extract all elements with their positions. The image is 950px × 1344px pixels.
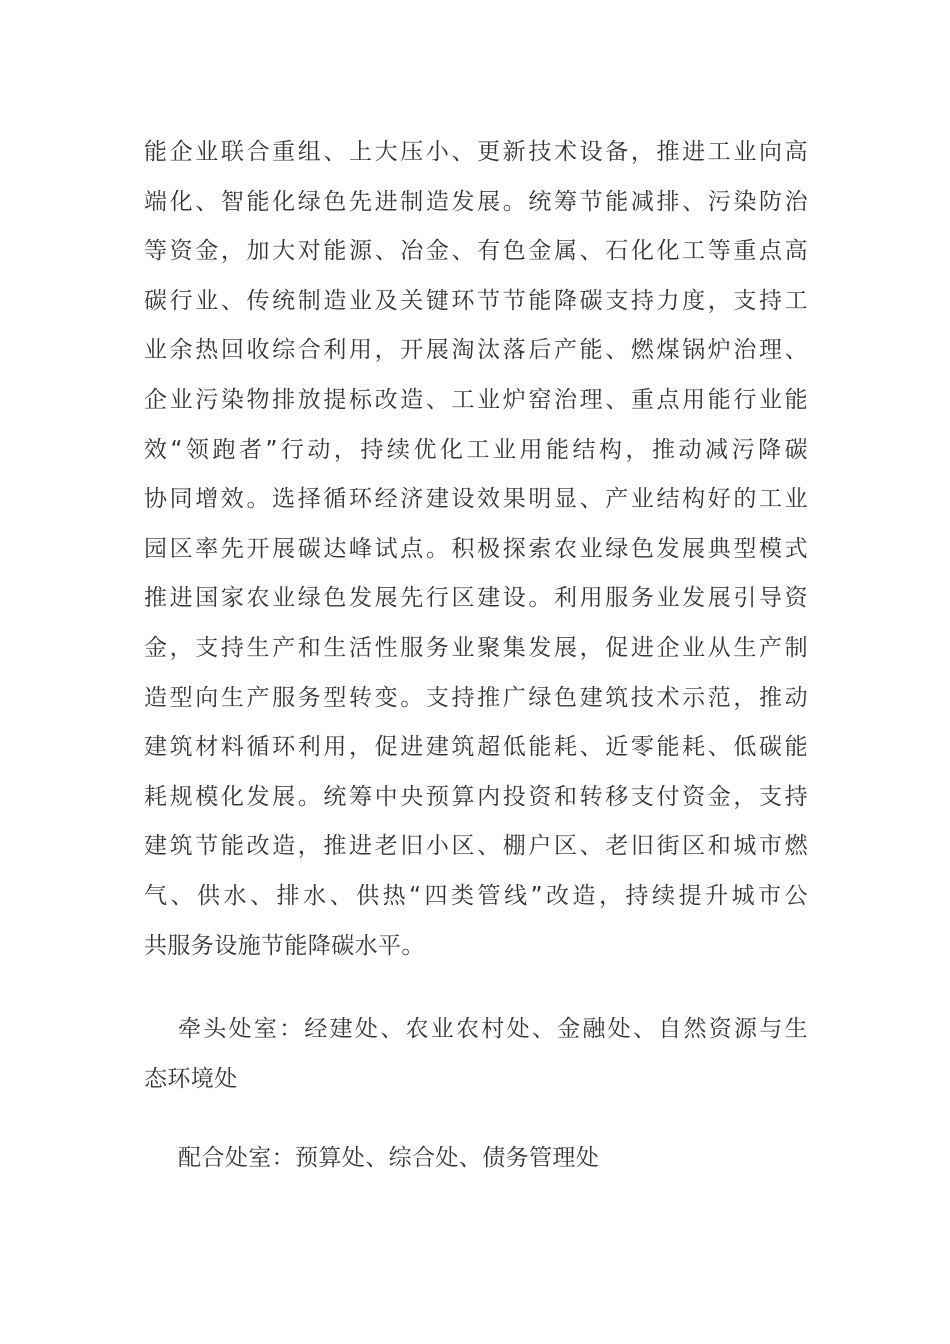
paragraph-line: 端化、智能化绿色先进制造发展。统筹节能减排、污染防治 (144, 188, 808, 215)
paragraph-line: 建筑节能改造，推进老旧小区、棚户区、老旧街区和城市燃 (144, 833, 808, 860)
paragraph-line: 建筑材料循环利用，促进建筑超低能耗、近零能耗、低碳能 (144, 734, 808, 761)
paragraph-line: 共服务设施节能降碳水平。 (144, 932, 425, 959)
paragraph-line: 效“领跑者”行动，持续优化工业用能结构，推动减污降碳 (144, 436, 808, 463)
paragraph-line: 企业污染物排放提标改造、工业炉窑治理、重点用能行业能 (144, 386, 808, 413)
lead-departments-paragraph (144, 1005, 808, 1104)
paragraph-line: 耗规模化发展。统筹中央预算内投资和转移支付资金，支持 (144, 783, 808, 810)
paragraph-line: 推进国家农业绿色发展先行区建设。利用服务业发展引导资 (144, 585, 808, 612)
paragraph-line: 能企业联合重组、上大压小、更新技术设备，推进工业向高 (144, 139, 808, 165)
paragraph-line: 气、供水、排水、供热“四类管线”改造，持续提升城市公 (144, 882, 808, 909)
paragraph-line: 园区率先开展碳达峰试点。积极探索农业绿色发展典型模式 (144, 535, 808, 562)
body-paragraph (144, 128, 808, 971)
paragraph-spacer (144, 1104, 808, 1134)
lead-departments-line: 牵头处室：经建处、农业农村处、金融处、自然资源与生 (178, 1016, 808, 1043)
support-departments-paragraph (144, 1134, 808, 1184)
paragraph-line: 协同增效。选择循环经济建设效果明显、产业结构好的工业 (144, 486, 808, 513)
paragraph-line: 造型向生产服务型转变。支持推广绿色建筑技术示范，推动 (144, 684, 808, 711)
paragraph-line: 等资金，加大对能源、冶金、有色金属、石化化工等重点高 (144, 238, 808, 265)
lead-departments-line: 态环境处 (144, 1065, 238, 1092)
paragraph-line: 业余热回收综合利用，开展淘汰落后产能、燃煤锅炉治理、 (144, 337, 808, 364)
paragraph-line: 金，支持生产和生活性服务业聚集发展，促进企业从生产制 (144, 634, 808, 661)
paragraph-line: 碳行业、传统制造业及关键环节节能降碳支持力度，支持工 (144, 287, 808, 314)
support-departments-line: 配合处室：预算处、综合处、债务管理处 (178, 1145, 600, 1172)
paragraph-spacer (144, 971, 808, 1005)
document-page (144, 128, 808, 1184)
